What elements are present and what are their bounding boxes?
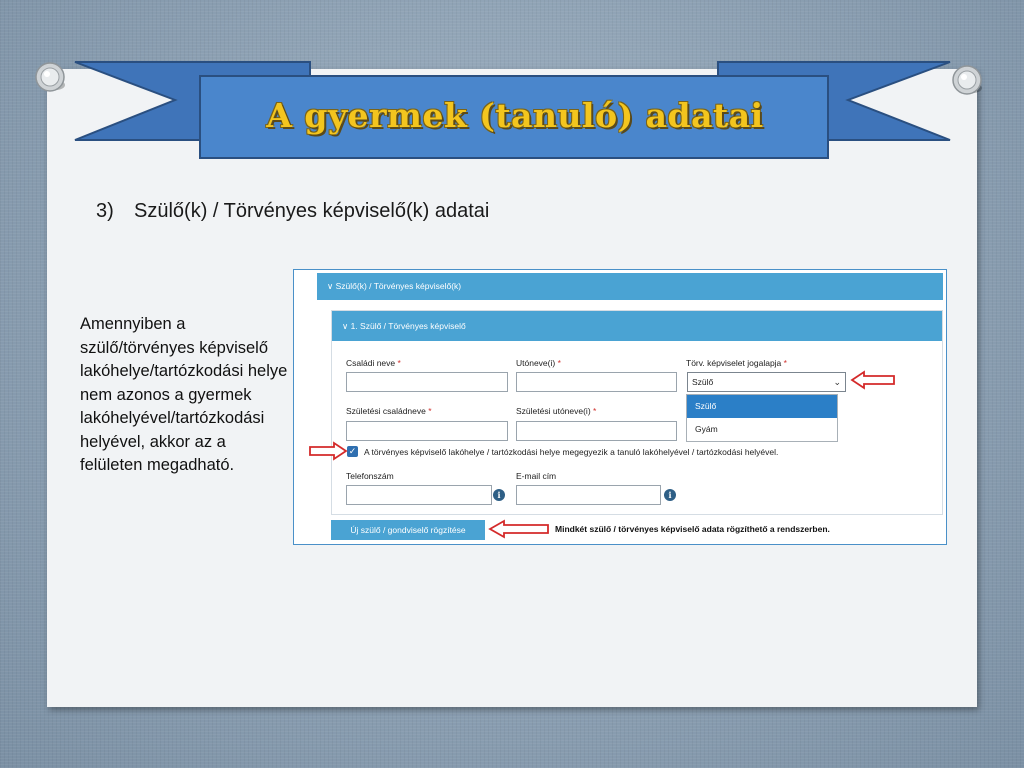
step-text: Szülő(k) / Törvényes képviselő(k) adatai: [134, 200, 490, 222]
title-ribbon: [0, 0, 1024, 170]
section-header-parents[interactable]: [317, 273, 943, 300]
chevron-down-icon: ∨: [342, 321, 349, 331]
family-name-input[interactable]: [346, 372, 508, 392]
birth-family-name-input[interactable]: [346, 421, 508, 441]
same-address-checkbox[interactable]: ✓: [348, 446, 357, 456]
slide-title: A gyermek (tanuló) adatai: [266, 96, 764, 135]
chevron-down-icon: ∨: [327, 281, 334, 291]
panel-header-parent-1[interactable]: [332, 311, 942, 341]
chevron-down-icon: ⌄: [833, 377, 841, 387]
parent-panel-1: [331, 310, 943, 515]
phone-input[interactable]: [346, 485, 492, 505]
email-label: E-mail cím: [516, 471, 557, 481]
side-note: Amennyiben a szülő/törvényes képviselő lakóhelye/tartózkodási helye nem azonos a gyermek lakóhelyével/tartózkodási helyével, akkor az a felületen megadható.: [80, 315, 288, 474]
step-number: 3): [96, 200, 114, 222]
add-parent-button[interactable]: Új szülő / gondviselő rögzítése: [331, 520, 485, 540]
same-address-label: A törvényes képviselő lakóhelye / tartózkodási helye megegyezik a tanuló lakóhelyével / tartózkodási helyével.: [364, 447, 779, 457]
legal-basis-label: Törv. képviselet jogalapja *: [686, 358, 787, 368]
arrow-left-icon: [850, 370, 898, 390]
email-input[interactable]: [516, 485, 661, 505]
legal-basis-dropdown: [686, 394, 838, 442]
legal-basis-select[interactable]: [687, 372, 846, 392]
step-heading: [96, 200, 489, 223]
phone-label: Telefonszám: [346, 471, 394, 481]
family-name-label: Családi neve *: [346, 358, 401, 368]
info-icon[interactable]: i: [493, 489, 505, 501]
legal-basis-option[interactable]: Gyám: [695, 424, 718, 434]
legal-basis-selected: Szülő: [692, 377, 714, 387]
add-parent-note: Mindkét szülő / törvényes képviselő adata rögzíthető a rendszerben.: [555, 524, 830, 534]
panel-header-label: 1. Szülő / Törvényes képviselő: [350, 321, 466, 331]
form-screenshot: [293, 269, 947, 545]
birth-given-name-input[interactable]: [516, 421, 677, 441]
section-header-label: Szülő(k) / Törvényes képviselő(k): [335, 281, 462, 291]
birth-family-name-label: Születési családneve *: [346, 406, 432, 416]
arrow-right-icon: [308, 441, 348, 461]
arrow-left-icon: [488, 519, 550, 539]
legal-basis-option[interactable]: Szülő: [687, 395, 837, 418]
info-icon[interactable]: i: [664, 489, 676, 501]
given-name-label: Utóneve(i) *: [516, 358, 561, 368]
birth-given-name-label: Születési utóneve(i) *: [516, 406, 597, 416]
given-name-input[interactable]: [516, 372, 677, 392]
